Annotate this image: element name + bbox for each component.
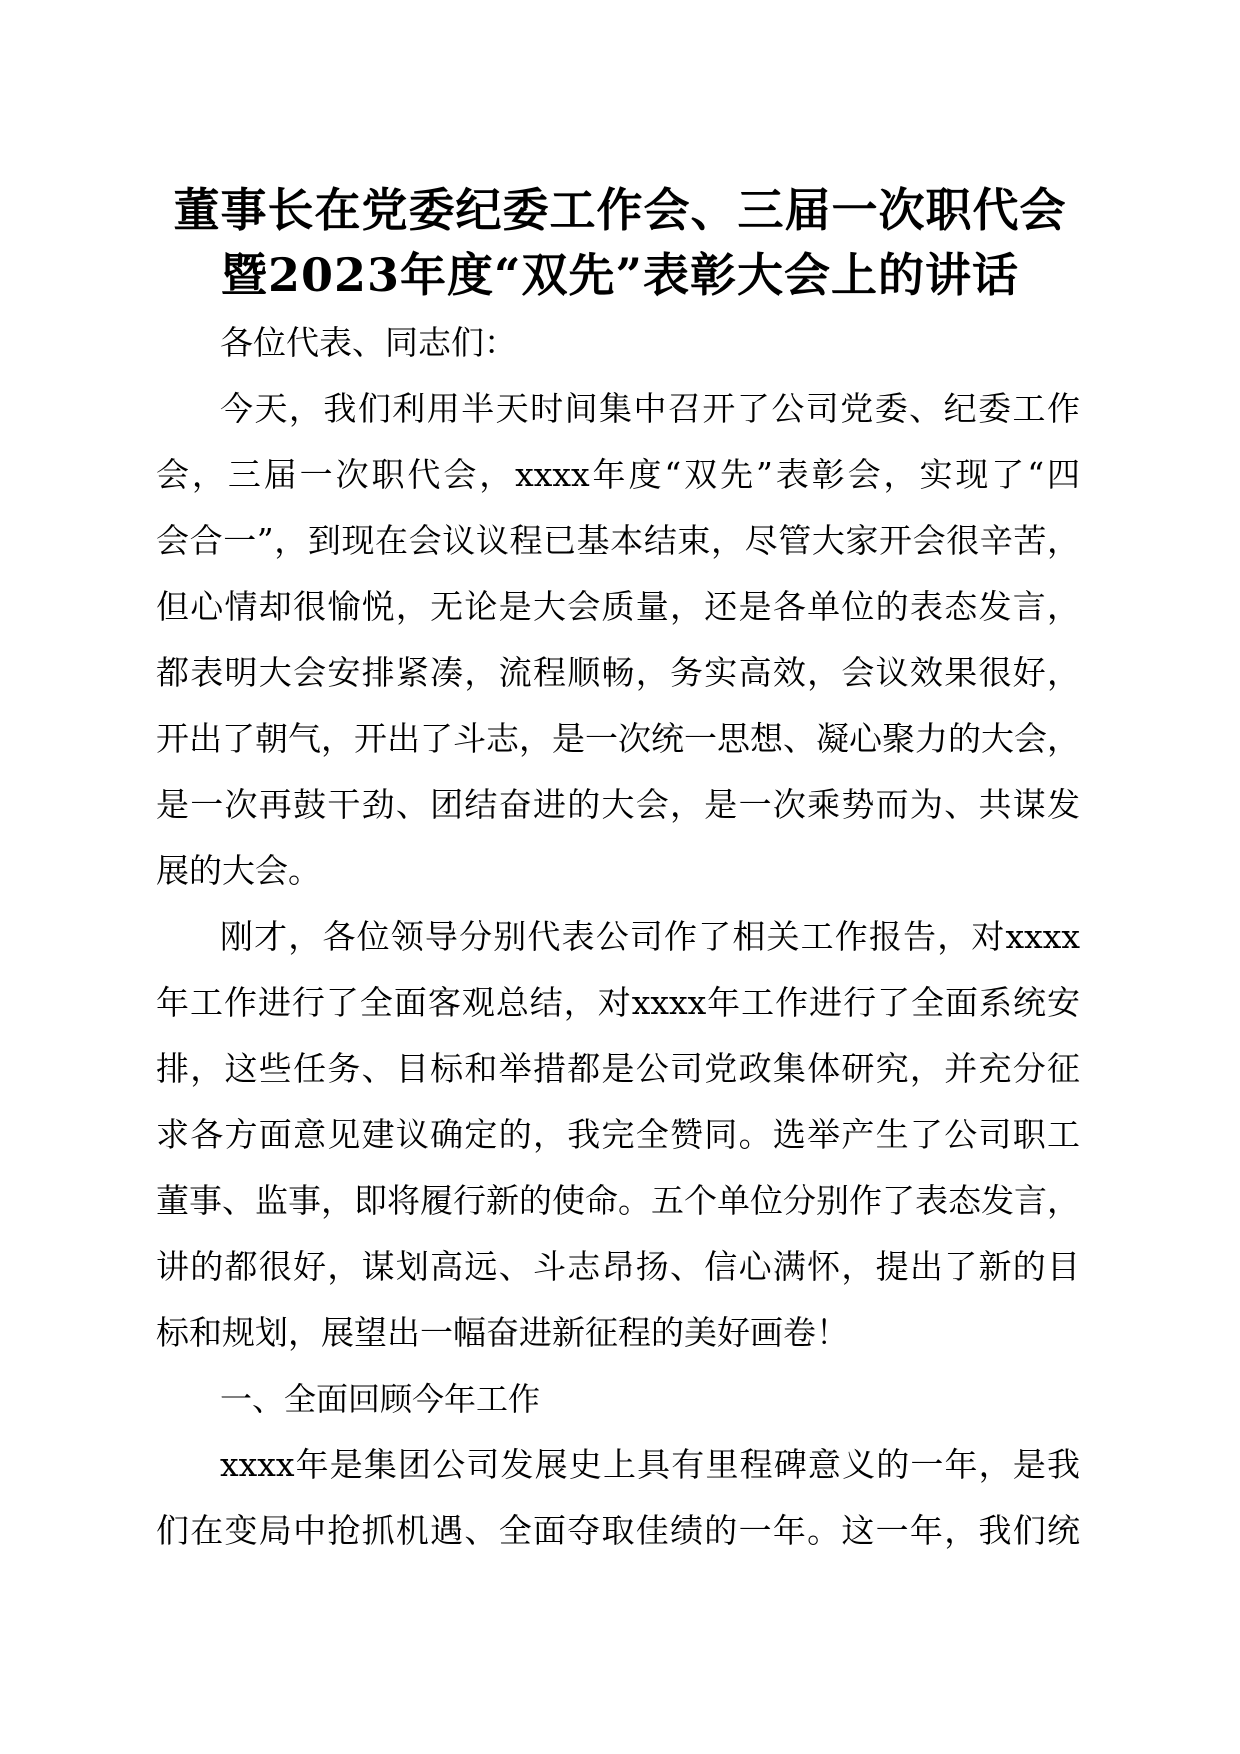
document-title-line-2: 暨2023年度“双先”表彰大会上的讲话	[221, 248, 1019, 302]
paragraph-1-line: 但心情却很愉悦，无论是大会质量，还是各单位的表态发言，	[156, 587, 1080, 626]
paragraph-1-line: 都表明大会安排紧凑，流程顺畅，务实高效，会议效果很好，	[156, 653, 1080, 692]
paragraph-2-line: 刚才，各位领导分别代表公司作了相关工作报告，对xxxx	[220, 917, 1080, 956]
paragraph-1-line: 是一次再鼓干劲、团结奋进的大会，是一次乘势而为、共谋发	[156, 785, 1080, 824]
paragraph-2-line: 标和规划，展望出一幅奋进新征程的美好画卷！	[156, 1313, 849, 1352]
paragraph-2-line: 排，这些任务、目标和举措都是公司党政集体研究，并充分征	[156, 1049, 1080, 1088]
paragraph-2-line: 讲的都很好，谋划高远、斗志昂扬、信心满怀，提出了新的目	[156, 1247, 1080, 1286]
paragraph-2-line: 董事、监事，即将履行新的使命。五个单位分别作了表态发言，	[156, 1181, 1080, 1220]
paragraph-1-line: 今天，我们利用半天时间集中召开了公司党委、纪委工作	[220, 389, 1080, 428]
paragraph-1-line: 会合一”，到现在会议议程已基本结束，尽管大家开会很辛苦，	[156, 521, 1080, 560]
document-body	[156, 310, 1080, 1564]
paragraph-1-line: 展的大会。	[156, 851, 321, 890]
salutation: 各位代表、同志们：	[220, 323, 517, 362]
document-title-line-1: 董事长在党委纪委工作会、三届一次职代会	[173, 183, 1067, 237]
paragraph-2-line: 求各方面意见建议确定的，我完全赞同。选举产生了公司职工	[156, 1115, 1080, 1154]
paragraph-3-line: 们在变局中抢抓机遇、全面夺取佳绩的一年。这一年，我们统	[156, 1511, 1080, 1550]
paragraph-1-line: 会，三届一次职代会，xxxx年度“双先”表彰会，实现了“四	[156, 455, 1080, 494]
paragraph-2-line: 年工作进行了全面客观总结，对xxxx年工作进行了全面系统安	[156, 983, 1080, 1022]
paragraph-3-line: xxxx年是集团公司发展史上具有里程碑意义的一年，是我	[220, 1445, 1080, 1484]
section-heading: 一、全面回顾今年工作	[220, 1380, 541, 1418]
paragraph-1-line: 开出了朝气，开出了斗志，是一次统一思想、凝心聚力的大会，	[156, 719, 1080, 758]
